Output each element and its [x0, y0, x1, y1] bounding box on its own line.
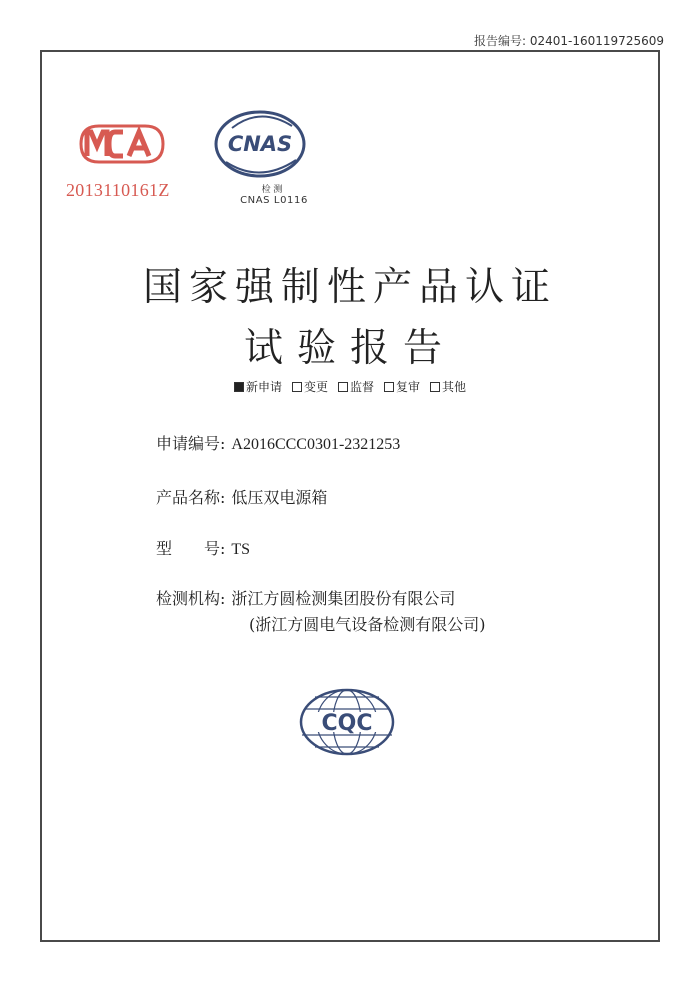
svg-text:CNAS: CNAS: [227, 132, 293, 156]
option-other: 其他: [430, 378, 466, 395]
field-value: 浙江方圆检测集团股份有限公司: [231, 589, 456, 608]
field-model: [156, 536, 250, 559]
report-title: 国家强制性产品认证: [142, 265, 557, 310]
checkbox-empty: [430, 382, 440, 392]
svg-text:CQC: CQC: [321, 711, 373, 736]
field-value: 低压双电源箱: [231, 488, 328, 507]
checkbox-empty: [338, 382, 348, 392]
field-label: 检测机构:: [156, 589, 226, 608]
cnas-accreditation-code: CNAS L0116: [240, 195, 308, 206]
option-supervision: 监督: [338, 378, 374, 395]
report-type-options: [42, 378, 658, 395]
field-value: TS: [231, 541, 251, 558]
report-subtitle: 试验报告: [243, 326, 456, 371]
option-change: 变更: [292, 378, 328, 395]
field-testing-org: [156, 586, 455, 609]
cnas-logo: [212, 106, 308, 182]
checkbox-empty: [292, 382, 302, 392]
cma-logo: [77, 122, 167, 166]
checkbox-checked: [234, 382, 244, 392]
checkbox-empty: [384, 382, 394, 392]
cnas-label-testing: 检 测: [261, 185, 283, 195]
cqc-globe-logo: [297, 687, 397, 757]
option-new-application: 新申请: [234, 378, 282, 395]
option-review: 复审: [384, 378, 420, 395]
field-application-no: [156, 431, 400, 454]
field-label: 申请编号:: [156, 434, 226, 453]
field-label: 型 号:: [156, 539, 226, 558]
field-testing-org-secondary: (浙江方圆电气设备检测有限公司): [249, 615, 486, 634]
field-value: A2016CCC0301-2321253: [231, 436, 401, 453]
cma-number: 2013110161Z: [66, 180, 170, 200]
certificate-page: [40, 50, 660, 942]
field-product-name: [156, 485, 327, 508]
report-number: 报告编号: 02401-160119725609: [474, 34, 664, 48]
field-label: 产品名称:: [156, 488, 226, 507]
